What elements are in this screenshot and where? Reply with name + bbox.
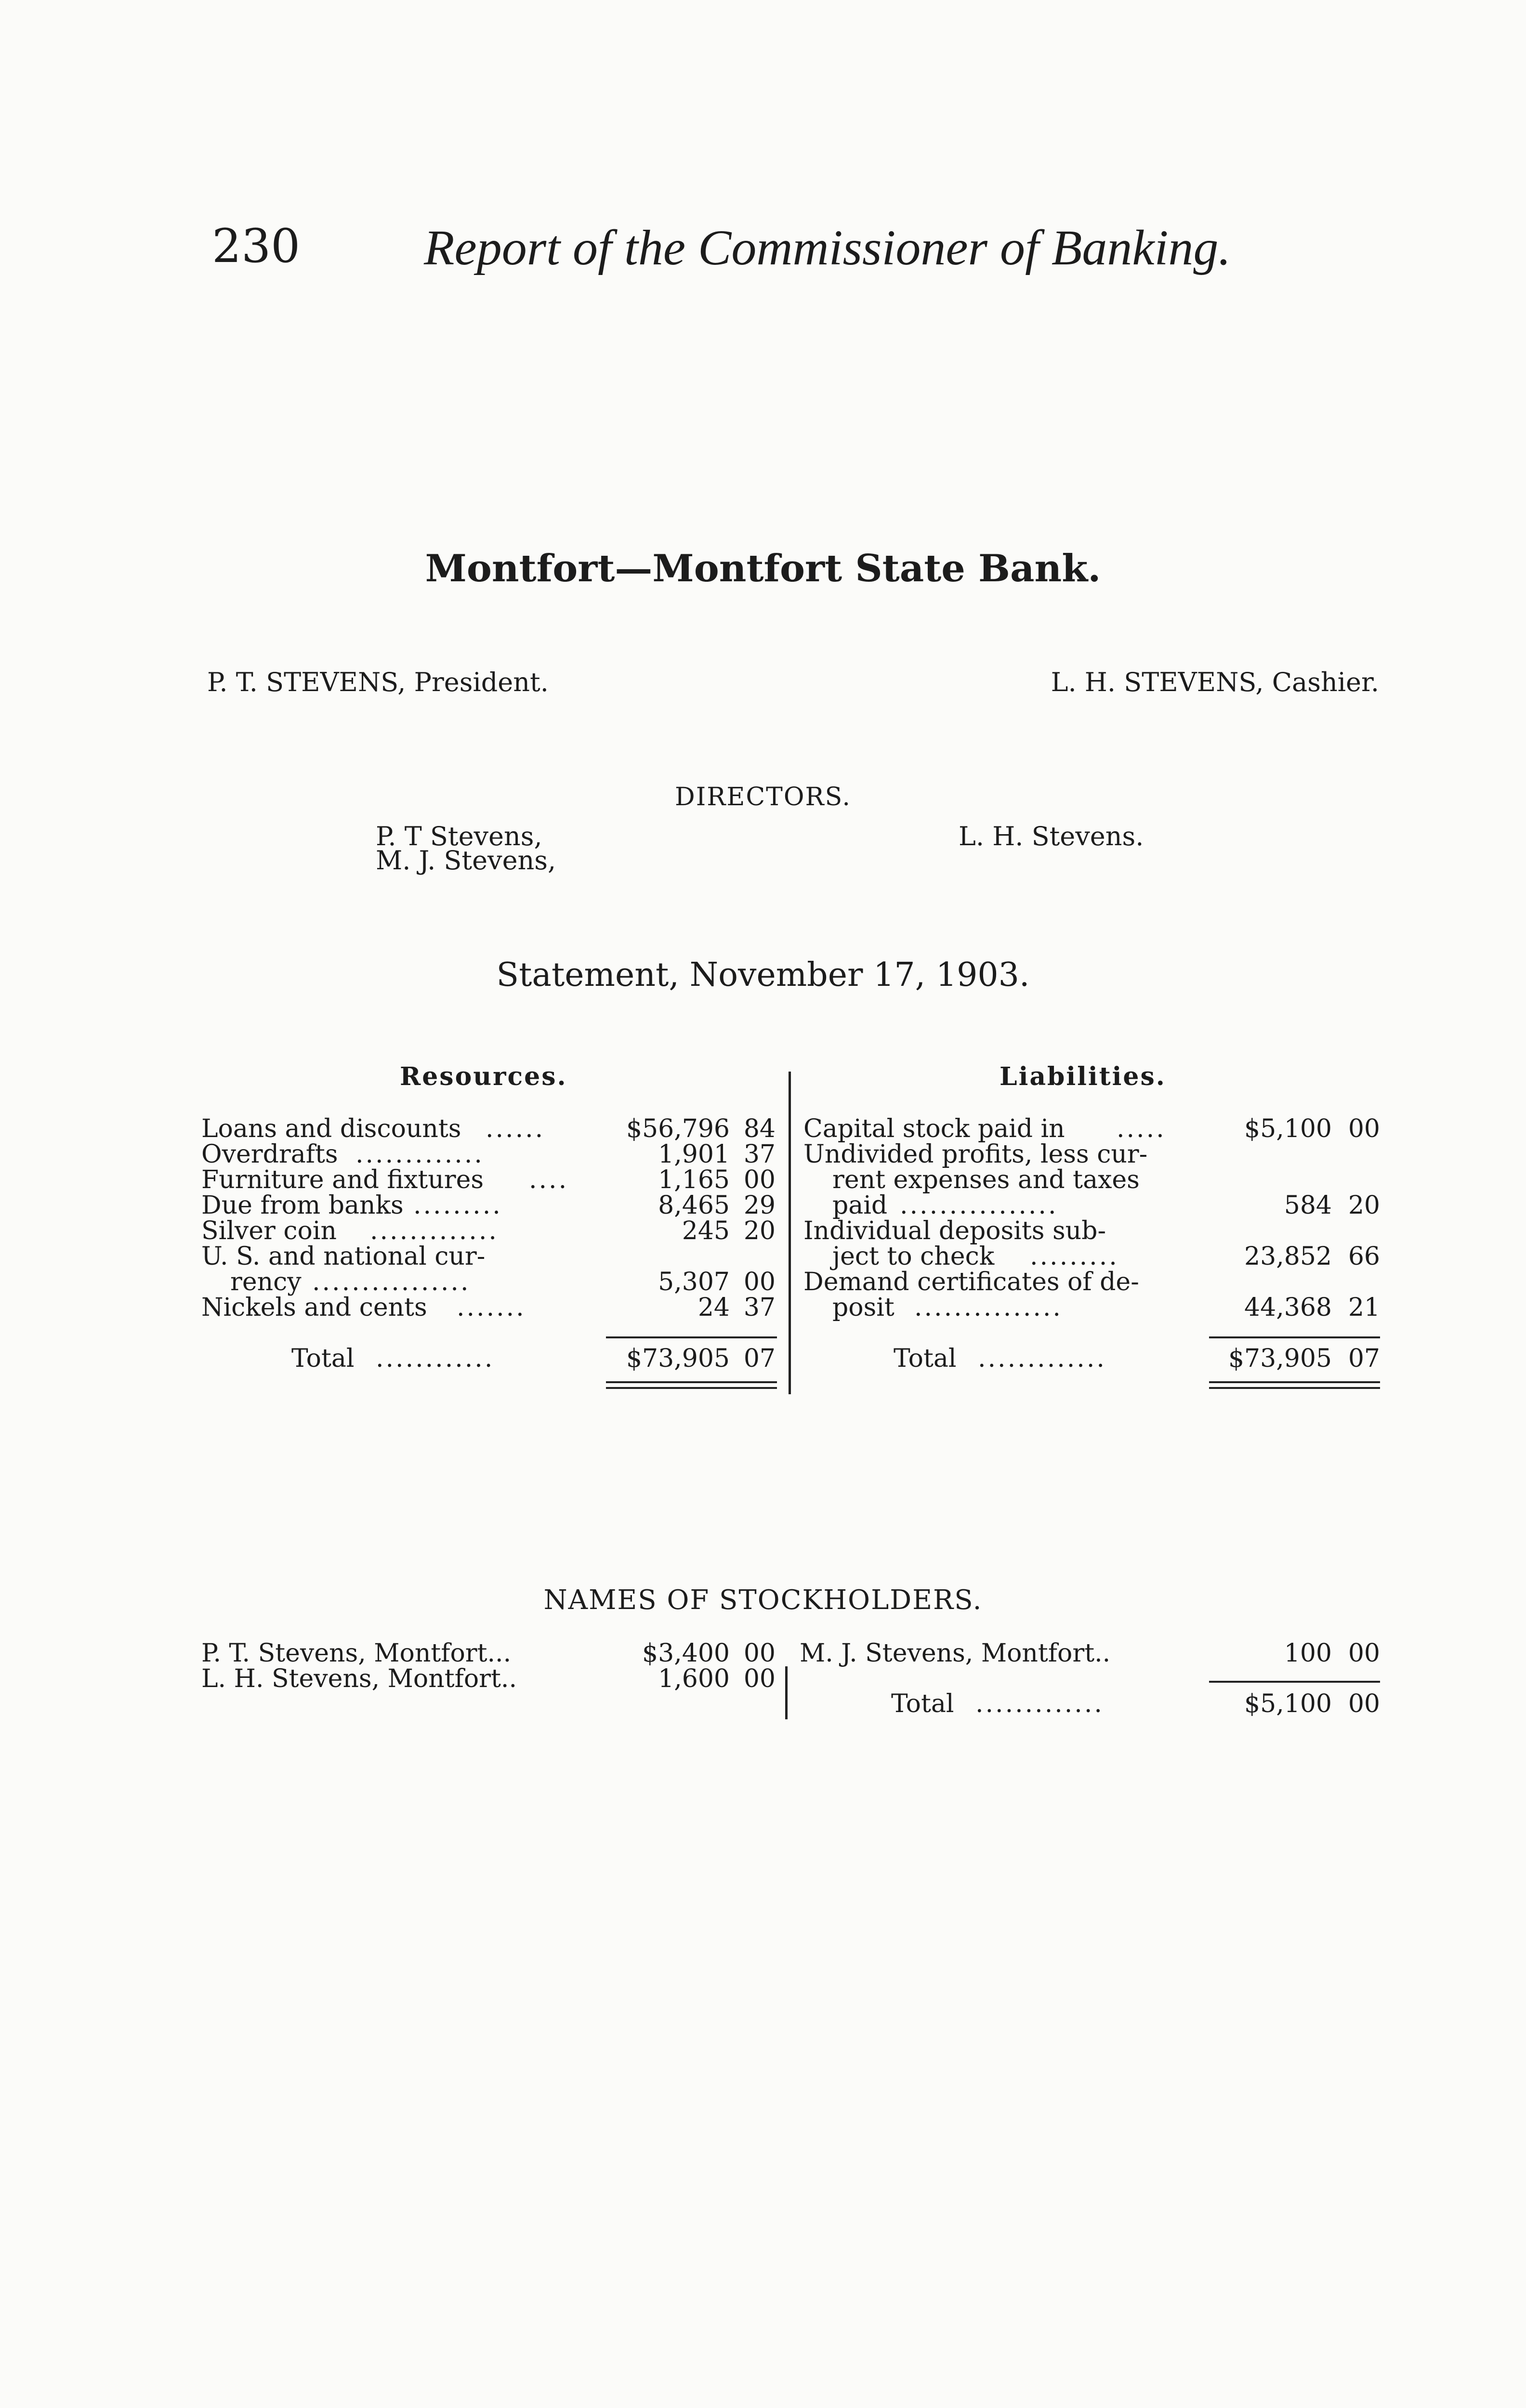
amount-cents: 00 — [1348, 1114, 1380, 1143]
row-label: Silver coin — [201, 1217, 337, 1245]
row-label: Due from banks — [201, 1191, 404, 1220]
total-rule — [1209, 1336, 1380, 1338]
amount-cents: 37 — [743, 1293, 776, 1322]
dot-leader: ......... — [413, 1191, 502, 1220]
amount-dollars: $3,400 — [642, 1639, 730, 1668]
row-label: Furniture and fixtures — [201, 1165, 484, 1194]
total-double-rule — [1209, 1381, 1380, 1383]
dot-leader: ............. — [355, 1140, 484, 1169]
amount-dollars: $5,100 — [1244, 1114, 1332, 1143]
cashier: L. H. STEVENS, Cashier. — [1051, 667, 1379, 697]
stockholders-heading: NAMES OF STOCKHOLDERS. — [543, 1584, 983, 1616]
amount-dollars: 23,852 — [1244, 1242, 1332, 1271]
amount-dollars: 1,901 — [658, 1140, 730, 1169]
row-label: posit — [832, 1293, 895, 1322]
amount-cents: 37 — [743, 1140, 776, 1169]
total-cents: 07 — [743, 1344, 776, 1373]
liabilities-heading: Liabilities. — [1000, 1062, 1166, 1091]
dot-leader: ................ — [900, 1191, 1058, 1220]
total-dollars: $73,905 — [626, 1344, 730, 1373]
dot-leader: ..... — [1117, 1114, 1166, 1143]
column-divider — [789, 1072, 791, 1394]
dot-leader: ............ — [376, 1344, 495, 1373]
resources-heading: Resources. — [400, 1062, 567, 1091]
dot-leader: ............. — [978, 1344, 1106, 1373]
row-label: U. S. and national cur- — [201, 1242, 486, 1271]
row-label: Capital stock paid in — [803, 1114, 1065, 1143]
amount-cents: 84 — [743, 1114, 776, 1143]
amount-cents: 20 — [743, 1217, 776, 1245]
amount-cents: 00 — [743, 1268, 776, 1296]
row-label: paid — [832, 1191, 888, 1220]
running-title: Report of the Commissioner of Banking. — [424, 220, 1231, 275]
total-cents: 07 — [1348, 1344, 1380, 1373]
dot-leader: .... — [529, 1165, 569, 1194]
row-label: ject to check — [832, 1242, 995, 1271]
total-label: Total — [894, 1344, 957, 1373]
total-dollars: $5,100 — [1244, 1689, 1332, 1718]
amount-cents: 00 — [743, 1639, 776, 1668]
total-label: Total — [291, 1344, 355, 1373]
dot-leader: ...... — [486, 1114, 545, 1143]
amount-dollars: 8,465 — [658, 1191, 730, 1220]
row-label: Undivided profits, less cur- — [803, 1140, 1148, 1169]
director-name: M. J. Stevens, — [376, 845, 556, 876]
amount-cents: 66 — [1348, 1242, 1380, 1271]
amount-cents: 20 — [1348, 1191, 1380, 1220]
total-double-rule — [1209, 1387, 1380, 1389]
dot-leader: ....... — [457, 1293, 526, 1322]
page-number: 230 — [212, 219, 301, 273]
amount-dollars: 1,165 — [658, 1165, 730, 1194]
total-rule — [606, 1336, 777, 1338]
director-name: L. H. Stevens. — [959, 821, 1144, 851]
amount-cents: 00 — [1348, 1639, 1380, 1668]
amount-cents: 00 — [743, 1664, 776, 1693]
president: P. T. STEVENS, President. — [207, 667, 549, 697]
row-label: Overdrafts — [201, 1140, 338, 1169]
stockholder-name: M. J. Stevens, Montfort.. — [800, 1639, 1111, 1668]
statement-title: Statement, November 17, 1903. — [496, 956, 1030, 994]
total-label: Total — [891, 1689, 954, 1718]
total-cents: 00 — [1348, 1689, 1380, 1718]
amount-dollars: $56,796 — [626, 1114, 730, 1143]
total-double-rule — [606, 1381, 777, 1383]
amount-dollars: 245 — [682, 1217, 730, 1245]
director-name: P. T Stevens, — [376, 821, 542, 851]
dot-leader: ................ — [312, 1268, 471, 1296]
amount-cents: 00 — [743, 1165, 776, 1194]
stockholder-name: L. H. Stevens, Montfort.. — [201, 1664, 517, 1693]
total-double-rule — [606, 1387, 777, 1389]
bank-title: Montfort—Montfort State Bank. — [425, 547, 1101, 590]
column-divider — [785, 1666, 788, 1719]
row-label: Nickels and cents — [201, 1293, 427, 1322]
amount-cents: 29 — [743, 1191, 776, 1220]
row-label: Demand certificates of de- — [803, 1268, 1139, 1296]
total-dollars: $73,905 — [1228, 1344, 1332, 1373]
dot-leader: ............... — [914, 1293, 1063, 1322]
dot-leader: ............. — [975, 1689, 1104, 1718]
amount-dollars: 24 — [697, 1293, 730, 1322]
row-label: rent expenses and taxes — [832, 1165, 1140, 1194]
amount-dollars: 584 — [1284, 1191, 1332, 1220]
row-label: Individual deposits sub- — [803, 1217, 1106, 1245]
row-label: rency — [230, 1268, 302, 1296]
amount-cents: 21 — [1348, 1293, 1380, 1322]
amount-dollars: 100 — [1284, 1639, 1332, 1668]
total-rule — [1209, 1681, 1380, 1683]
directors-heading: DIRECTORS. — [675, 783, 851, 811]
row-label: Loans and discounts — [201, 1114, 461, 1143]
stockholder-name: P. T. Stevens, Montfort... — [201, 1639, 512, 1668]
amount-dollars: 5,307 — [658, 1268, 730, 1296]
dot-leader: ............. — [370, 1217, 499, 1245]
dot-leader: ......... — [1030, 1242, 1119, 1271]
amount-dollars: 1,600 — [658, 1664, 730, 1693]
amount-dollars: 44,368 — [1244, 1293, 1332, 1322]
